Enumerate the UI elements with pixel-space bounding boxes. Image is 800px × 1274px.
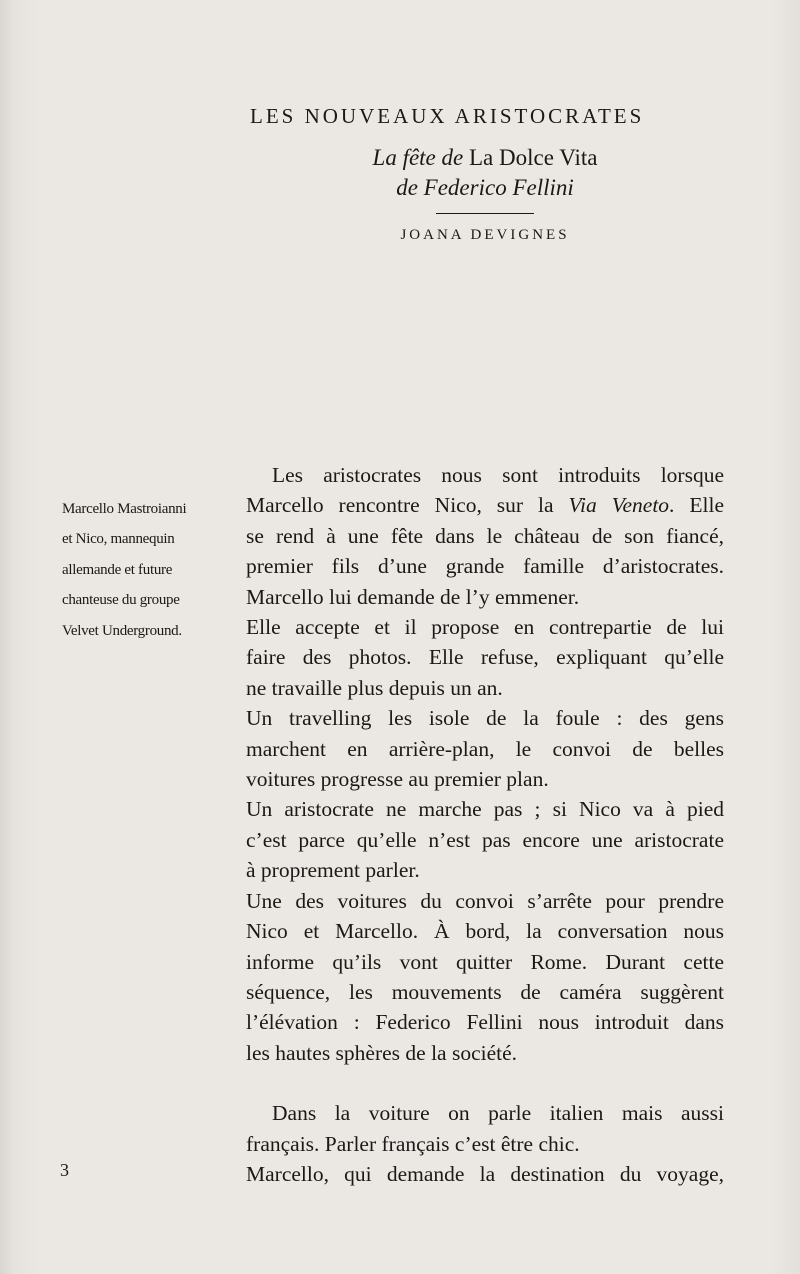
text-line: à proprement parler. [246,858,420,883]
text-line: premier fils d’une grande famille d’aristocrates. [246,554,724,579]
paragraph-2 [246,1098,724,1189]
text-line: Les aristocrates nous sont introduits lorsque [272,463,724,487]
paragraph-gap [246,1068,724,1098]
body-text [246,460,724,1189]
text-line: français. Parler français c’est être chic. [246,1131,580,1156]
subtitle-italic-1: La fête de [372,145,464,170]
street-name: Via Veneto [568,493,670,518]
text-line: l’élévation : Federico Fellini nous introduit dans [246,1010,724,1035]
text-line: séquence, les mouvements de caméra suggèrent [246,979,724,1004]
chapter-title: LES NOUVEAUX ARISTOCRATES [250,104,645,128]
text-line: marchent en arrière-plan, le convoi de belles [246,736,724,761]
text-segment: Marcello rencontre Nico, sur la [246,493,569,518]
text-line: Marcello lui demande de l’y emmener. [246,584,580,609]
margin-note-line: chanteuse du groupe [62,592,180,609]
text-line: faire des photos. Elle refuse, expliquant qu’elle [246,645,724,670]
margin-note-line: allemande et future [62,561,173,578]
margin-note-line: et Nico, mannequin [62,531,175,548]
text-line: Un travelling les isole de la foule : des gens [246,706,724,731]
subtitle-film-title: La Dolce Vita [463,145,598,170]
text-line: Dans la voiture on parle italien mais aussi [272,1101,724,1126]
chapter-subtitle [240,143,730,203]
margin-note-line: Marcello Mastroianni [62,501,187,517]
text-line: informe qu’ils vont quitter Rome. Durant cette [246,949,724,974]
paragraph-1 [246,460,724,1068]
subtitle-line-2 [240,173,730,203]
text-segment: . Elle [669,493,724,518]
margin-note-line: Velvet Underground. [62,622,182,639]
text-line: Un aristocrate ne marche pas ; si Nico va à pied [246,797,724,822]
text-line: Marcello, qui demande la destination du voyage, [246,1161,724,1186]
text-line: voitures progresse au premier plan. [246,767,549,792]
text-line [246,490,724,520]
text-line: Elle accepte et il propose en contrepartie de lui [246,615,724,640]
text-line: les hautes sphères de la société. [246,1040,518,1065]
subtitle-line-1 [240,143,730,173]
page-number: 3 [60,1160,69,1180]
title-divider [436,213,534,214]
author-name: JOANA DEVIGNES [400,227,570,243]
text-line: c’est parce qu’elle n’est pas encore une aristocrate [246,827,724,852]
text-line: Une des voitures du convoi s’arrête pour prendre [246,888,724,913]
subtitle-italic-2: de Federico Fellini [396,175,574,200]
text-line: Nico et Marcello. À bord, la conversation nous [246,919,724,944]
text-line: ne travaille plus depuis un an. [246,675,503,700]
text-line: se rend à une fête dans le château de son fiancé, [246,523,724,548]
margin-note [62,494,237,646]
